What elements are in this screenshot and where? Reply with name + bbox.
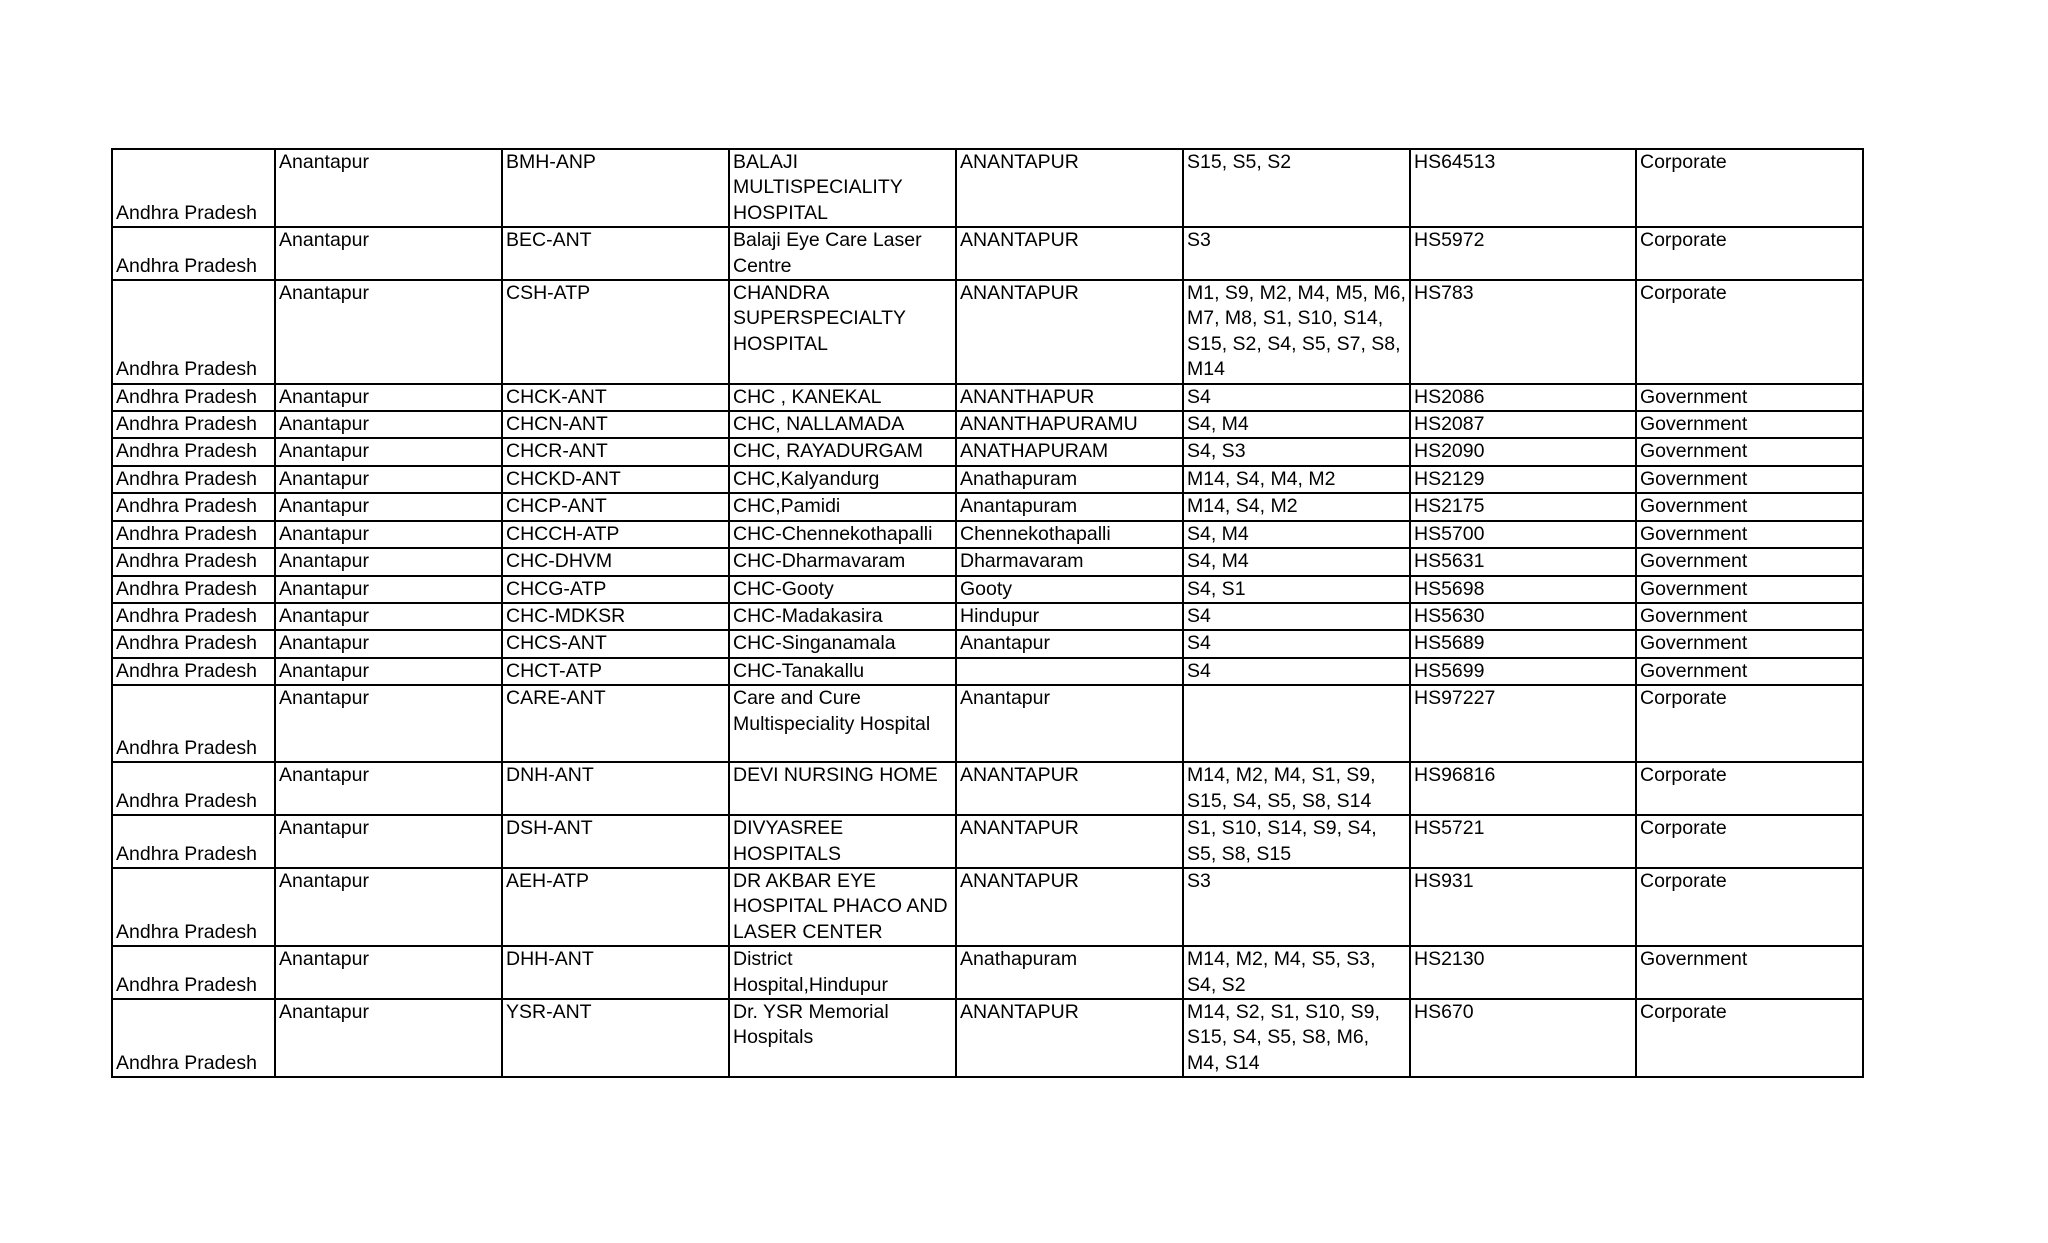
hs-id-cell: HS5630: [1410, 603, 1636, 630]
state-cell: Andhra Pradesh: [112, 576, 275, 603]
table-row: [112, 815, 1863, 868]
hospital-name-cell: BALAJI MULTISPECIALITY HOSPITAL: [729, 149, 956, 227]
hospital-type-cell: Corporate: [1636, 685, 1863, 762]
hs-id-cell: HS2086: [1410, 384, 1636, 411]
code-cell: CHCCH-ATP: [502, 521, 729, 548]
city-cell: Chennekothapalli: [956, 521, 1183, 548]
hospital-type-cell: Government: [1636, 630, 1863, 657]
code-cell: CARE-ANT: [502, 685, 729, 762]
city-cell: ANANTAPUR: [956, 999, 1183, 1077]
hospital-name-cell: DEVI NURSING HOME: [729, 762, 956, 815]
state-cell: Andhra Pradesh: [112, 685, 275, 762]
code-cell: DNH-ANT: [502, 762, 729, 815]
table-row: [112, 227, 1863, 280]
specialities-cell: M14, S2, S1, S10, S9, S15, S4, S5, S8, M6, M4, S14: [1183, 999, 1410, 1077]
district-cell: Anantapur: [275, 280, 502, 384]
district-cell: Anantapur: [275, 685, 502, 762]
hs-id-cell: HS783: [1410, 280, 1636, 384]
district-cell: Anantapur: [275, 762, 502, 815]
district-cell: Anantapur: [275, 576, 502, 603]
specialities-cell: S4: [1183, 603, 1410, 630]
city-cell: ANANTAPUR: [956, 762, 1183, 815]
city-cell: ANANTAPUR: [956, 280, 1183, 384]
district-cell: Anantapur: [275, 946, 502, 999]
hospital-name-cell: CHC-Dharmavaram: [729, 548, 956, 575]
hospital-name-cell: District Hospital,Hindupur: [729, 946, 956, 999]
hospital-type-cell: Government: [1636, 946, 1863, 999]
specialities-cell: S4: [1183, 384, 1410, 411]
hs-id-cell: HS5631: [1410, 548, 1636, 575]
hospital-type-cell: Government: [1636, 521, 1863, 548]
hs-id-cell: HS96816: [1410, 762, 1636, 815]
hs-id-cell: HS2090: [1410, 438, 1636, 465]
hospital-name-cell: DR AKBAR EYE HOSPITAL PHACO AND LASER CENTER: [729, 868, 956, 946]
table-row: [112, 521, 1863, 548]
specialities-cell: S15, S5, S2: [1183, 149, 1410, 227]
hs-id-cell: HS2175: [1410, 493, 1636, 520]
code-cell: BMH-ANP: [502, 149, 729, 227]
hospital-name-cell: Dr. YSR Memorial Hospitals: [729, 999, 956, 1077]
hospital-name-cell: CHC-Tanakallu: [729, 658, 956, 685]
hospital-type-cell: Corporate: [1636, 762, 1863, 815]
specialities-cell: M14, M2, M4, S5, S3, S4, S2: [1183, 946, 1410, 999]
district-cell: Anantapur: [275, 438, 502, 465]
state-cell: Andhra Pradesh: [112, 630, 275, 657]
code-cell: YSR-ANT: [502, 999, 729, 1077]
state-cell: Andhra Pradesh: [112, 999, 275, 1077]
city-cell: Anathapuram: [956, 466, 1183, 493]
state-cell: Andhra Pradesh: [112, 384, 275, 411]
city-cell: ANATHAPURAM: [956, 438, 1183, 465]
code-cell: CSH-ATP: [502, 280, 729, 384]
city-cell: ANANTHAPUR: [956, 384, 1183, 411]
district-cell: Anantapur: [275, 493, 502, 520]
hs-id-cell: HS5689: [1410, 630, 1636, 657]
code-cell: DHH-ANT: [502, 946, 729, 999]
district-cell: Anantapur: [275, 603, 502, 630]
table-row: [112, 685, 1863, 762]
district-cell: Anantapur: [275, 868, 502, 946]
specialities-cell: M14, M2, M4, S1, S9, S15, S4, S5, S8, S14: [1183, 762, 1410, 815]
hospital-type-cell: Corporate: [1636, 868, 1863, 946]
hospital-name-cell: CHC-Madakasira: [729, 603, 956, 630]
city-cell: ANANTAPUR: [956, 227, 1183, 280]
table-row: [112, 280, 1863, 384]
table-row: [112, 438, 1863, 465]
hospital-name-cell: CHC-Gooty: [729, 576, 956, 603]
code-cell: BEC-ANT: [502, 227, 729, 280]
hs-id-cell: HS670: [1410, 999, 1636, 1077]
state-cell: Andhra Pradesh: [112, 280, 275, 384]
district-cell: Anantapur: [275, 411, 502, 438]
district-cell: Anantapur: [275, 466, 502, 493]
hs-id-cell: HS2087: [1410, 411, 1636, 438]
hs-id-cell: HS5972: [1410, 227, 1636, 280]
specialities-cell: M14, S4, M4, M2: [1183, 466, 1410, 493]
code-cell: CHCR-ANT: [502, 438, 729, 465]
state-cell: Andhra Pradesh: [112, 946, 275, 999]
state-cell: Andhra Pradesh: [112, 411, 275, 438]
hospital-type-cell: Corporate: [1636, 280, 1863, 384]
district-cell: Anantapur: [275, 521, 502, 548]
hospital-type-cell: Government: [1636, 466, 1863, 493]
table-row: [112, 576, 1863, 603]
city-cell: ANANTAPUR: [956, 815, 1183, 868]
code-cell: DSH-ANT: [502, 815, 729, 868]
state-cell: Andhra Pradesh: [112, 227, 275, 280]
hospital-table: [111, 148, 1864, 1078]
hospital-type-cell: Government: [1636, 411, 1863, 438]
table-row: [112, 603, 1863, 630]
table-row: [112, 868, 1863, 946]
hospital-type-cell: Corporate: [1636, 227, 1863, 280]
hospital-type-cell: Corporate: [1636, 149, 1863, 227]
code-cell: CHCK-ANT: [502, 384, 729, 411]
table-row: [112, 149, 1863, 227]
district-cell: Anantapur: [275, 630, 502, 657]
table-row: [112, 384, 1863, 411]
code-cell: CHCN-ANT: [502, 411, 729, 438]
code-cell: CHCT-ATP: [502, 658, 729, 685]
city-cell: [956, 658, 1183, 685]
hs-id-cell: HS2130: [1410, 946, 1636, 999]
hospital-name-cell: CHC , KANEKAL: [729, 384, 956, 411]
code-cell: CHC-DHVM: [502, 548, 729, 575]
hospital-name-cell: CHC, NALLAMADA: [729, 411, 956, 438]
hospital-type-cell: Corporate: [1636, 815, 1863, 868]
specialities-cell: S3: [1183, 227, 1410, 280]
specialities-cell: M14, S4, M2: [1183, 493, 1410, 520]
hospital-name-cell: CHC-Singanamala: [729, 630, 956, 657]
code-cell: AEH-ATP: [502, 868, 729, 946]
table-row: [112, 493, 1863, 520]
hospital-type-cell: Government: [1636, 658, 1863, 685]
district-cell: Anantapur: [275, 149, 502, 227]
specialities-cell: S3: [1183, 868, 1410, 946]
table-row: [112, 630, 1863, 657]
table-row: [112, 762, 1863, 815]
specialities-cell: S4, S3: [1183, 438, 1410, 465]
city-cell: Anantapuram: [956, 493, 1183, 520]
specialities-cell: S4: [1183, 658, 1410, 685]
table-row: [112, 946, 1863, 999]
specialities-cell: S4: [1183, 630, 1410, 657]
hs-id-cell: HS931: [1410, 868, 1636, 946]
specialities-cell: S1, S10, S14, S9, S4, S5, S8, S15: [1183, 815, 1410, 868]
state-cell: Andhra Pradesh: [112, 438, 275, 465]
hospital-name-cell: CHC, RAYADURGAM: [729, 438, 956, 465]
district-cell: Anantapur: [275, 227, 502, 280]
hospital-type-cell: Government: [1636, 493, 1863, 520]
city-cell: Anathapuram: [956, 946, 1183, 999]
code-cell: CHCP-ANT: [502, 493, 729, 520]
hospital-name-cell: Balaji Eye Care Laser Centre: [729, 227, 956, 280]
state-cell: Andhra Pradesh: [112, 493, 275, 520]
city-cell: ANANTAPUR: [956, 868, 1183, 946]
district-cell: Anantapur: [275, 658, 502, 685]
code-cell: CHCKD-ANT: [502, 466, 729, 493]
district-cell: Anantapur: [275, 999, 502, 1077]
hospital-type-cell: Government: [1636, 576, 1863, 603]
state-cell: Andhra Pradesh: [112, 762, 275, 815]
hospital-name-cell: DIVYASREE HOSPITALS: [729, 815, 956, 868]
code-cell: CHCS-ANT: [502, 630, 729, 657]
state-cell: Andhra Pradesh: [112, 521, 275, 548]
specialities-cell: M1, S9, M2, M4, M5, M6, M7, M8, S1, S10, S14, S15, S2, S4, S5, S7, S8, M14: [1183, 280, 1410, 384]
hs-id-cell: HS97227: [1410, 685, 1636, 762]
state-cell: Andhra Pradesh: [112, 815, 275, 868]
state-cell: Andhra Pradesh: [112, 658, 275, 685]
hs-id-cell: HS2129: [1410, 466, 1636, 493]
hospital-name-cell: CHC,Pamidi: [729, 493, 956, 520]
district-cell: Anantapur: [275, 384, 502, 411]
district-cell: Anantapur: [275, 548, 502, 575]
city-cell: Dharmavaram: [956, 548, 1183, 575]
specialities-cell: [1183, 685, 1410, 762]
table-row: [112, 999, 1863, 1077]
city-cell: Gooty: [956, 576, 1183, 603]
hospital-name-cell: CHANDRA SUPERSPECIALTY HOSPITAL: [729, 280, 956, 384]
code-cell: CHCG-ATP: [502, 576, 729, 603]
district-cell: Anantapur: [275, 815, 502, 868]
hs-id-cell: HS5698: [1410, 576, 1636, 603]
city-cell: Anantapur: [956, 685, 1183, 762]
state-cell: Andhra Pradesh: [112, 149, 275, 227]
specialities-cell: S4, M4: [1183, 521, 1410, 548]
specialities-cell: S4, M4: [1183, 411, 1410, 438]
table-row: [112, 658, 1863, 685]
table-row: [112, 548, 1863, 575]
city-cell: ANANTAPUR: [956, 149, 1183, 227]
table-row: [112, 466, 1863, 493]
state-cell: Andhra Pradesh: [112, 603, 275, 630]
hospital-type-cell: Government: [1636, 438, 1863, 465]
code-cell: CHC-MDKSR: [502, 603, 729, 630]
hs-id-cell: HS5721: [1410, 815, 1636, 868]
hospital-type-cell: Government: [1636, 384, 1863, 411]
hospital-type-cell: Government: [1636, 548, 1863, 575]
hospital-name-cell: CHC-Chennekothapalli: [729, 521, 956, 548]
state-cell: Andhra Pradesh: [112, 548, 275, 575]
hospital-name-cell: CHC,Kalyandurg: [729, 466, 956, 493]
hospital-name-cell: Care and Cure Multispeciality Hospital: [729, 685, 956, 762]
hs-id-cell: HS5700: [1410, 521, 1636, 548]
specialities-cell: S4, M4: [1183, 548, 1410, 575]
table-row: [112, 411, 1863, 438]
city-cell: Hindupur: [956, 603, 1183, 630]
hospital-type-cell: Corporate: [1636, 999, 1863, 1077]
state-cell: Andhra Pradesh: [112, 868, 275, 946]
specialities-cell: S4, S1: [1183, 576, 1410, 603]
hs-id-cell: HS5699: [1410, 658, 1636, 685]
hs-id-cell: HS64513: [1410, 149, 1636, 227]
table-body: [112, 149, 1863, 1077]
state-cell: Andhra Pradesh: [112, 466, 275, 493]
city-cell: ANANTHAPURAMU: [956, 411, 1183, 438]
hospital-type-cell: Government: [1636, 603, 1863, 630]
city-cell: Anantapur: [956, 630, 1183, 657]
